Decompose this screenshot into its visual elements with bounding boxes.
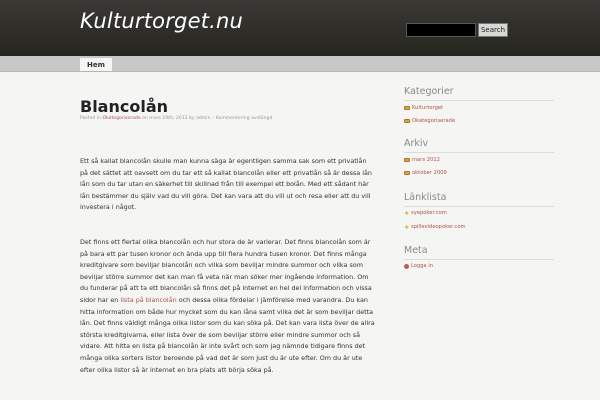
sidebar-item-mars-2012[interactable] — [404, 157, 440, 163]
widget-divider — [404, 100, 554, 101]
sidebar-item-label[interactable]: Logga in — [411, 263, 434, 269]
posted-in-text: Posted in — [80, 116, 102, 121]
comments-status: Kommentering avstängd — [215, 116, 273, 121]
link-prefix-text: sidor har en — [80, 295, 121, 304]
search-input[interactable] — [406, 23, 476, 37]
sidebar-item-spillevideopoker[interactable] — [404, 224, 466, 230]
paragraph-line: efter olika listor så är internet en bra plats att börja söka på. — [80, 365, 274, 374]
star-icon: ★ — [404, 223, 410, 231]
widget-title-kategorier: Kategorier — [404, 86, 454, 97]
post-paragraph-2 — [80, 237, 375, 376]
post-paragraph-1 — [80, 156, 370, 214]
paragraph-line: investera i något. — [80, 203, 137, 212]
paragraph-line: lån. Det finns väldigt många olika listor som du kan söka på. Det kan vara lista över de allra — [80, 319, 375, 328]
site-header — [0, 0, 600, 56]
paragraph-line: du funderar på att ta ett blancolån så finns det på internet en hel del information och vissa — [80, 284, 372, 293]
calendar-icon — [404, 158, 410, 162]
calendar-icon — [404, 171, 410, 175]
post-title[interactable]: Blancolån — [80, 97, 169, 116]
post-meta — [80, 116, 272, 121]
paragraph-line-with-link — [80, 295, 370, 307]
sidebar-item-kulturtorget[interactable] — [404, 105, 443, 111]
sidebar-item-label[interactable]: spillevideopoker.com — [411, 224, 466, 230]
paragraph-line: lån som du tar utan en säkerhet till skillnad från till exempel ett bolån. Med ett sådant här — [80, 180, 369, 189]
widget-divider — [404, 259, 554, 260]
folder-icon — [404, 106, 410, 110]
nav-item-home[interactable]: Hem — [80, 58, 112, 71]
widget-title-meta: Meta — [404, 245, 428, 256]
sidebar-item-oktober-2009[interactable] — [404, 170, 447, 176]
paragraph-line: Ett så kallat blancolån skulle man kunna säga är egentligen samma sak som ett privatlån — [80, 157, 367, 165]
sidebar-item-label[interactable]: Kulturtorget — [412, 105, 444, 111]
post-date-author: on mars 19th, 2012 by admin – — [142, 116, 215, 121]
paragraph-line: beviljar större summor det kan man få veta när man söker mer ingående information. Om — [80, 272, 369, 281]
paragraph-line: Det finns ett flertal olika blancolån och hur stora de är varierar. Det finns blancolån som är — [80, 238, 371, 246]
paragraph-line: lån bestämmer du själv vad du vill göra. Det kan vara att du vill ut och resa eller att du vill — [80, 191, 371, 200]
link-suffix-text: och dessa olika fördelar i jämförelse med varandra. Du kan — [176, 295, 368, 304]
widget-title-arkiv: Arkiv — [404, 138, 429, 149]
widget-divider — [404, 152, 554, 153]
main-nav — [0, 56, 600, 72]
sidebar-item-label[interactable]: Okategoriserade — [412, 118, 456, 124]
sidebar-item-label[interactable]: oktober 2009 — [412, 170, 447, 176]
folder-icon — [404, 119, 410, 123]
category-link[interactable]: Okategoriserade — [102, 116, 141, 121]
paragraph-line: på det sättet att oavsett om du tar ett så kallat blancolån eller ett privatlån så är dessa lån — [80, 168, 372, 177]
paragraph-line: vidare. Att hitta en lista på blancolån är inte svårt och som jag nämnde tidigare finns det — [80, 342, 366, 351]
paragraph-line: största kreditgivarna, eller lista över de som beviljar större eller mindre summor och så — [80, 330, 361, 339]
login-icon — [404, 264, 409, 269]
sidebar-item-syepoker[interactable] — [404, 210, 447, 216]
blancolan-list-link[interactable]: lista på blancolån — [120, 295, 177, 304]
paragraph-line: många olika sorters listor beroende på vad det är som just du är ute efter. Om du är ute — [80, 353, 363, 362]
sidebar-item-okategoriserade[interactable] — [404, 118, 455, 124]
sidebar-item-label[interactable]: syepoker.com — [411, 210, 447, 216]
search-button[interactable]: Search — [478, 23, 508, 37]
site-title[interactable]: Kulturtorget.nu — [80, 9, 244, 33]
sidebar-item-label[interactable]: mars 2012 — [412, 157, 440, 163]
sidebar-item-logga-in[interactable] — [404, 263, 433, 269]
paragraph-line: hitta information om både hur mycket som du kan låna samt vilka det är som beviljar detta — [80, 307, 374, 316]
widget-title-lanklista: Länklista — [404, 192, 447, 203]
widget-divider — [404, 206, 554, 207]
star-icon: ★ — [404, 209, 410, 217]
paragraph-line: på bara ett par tusen kronor och ända upp till flera hundra tusen kronor. Det finns många — [80, 249, 367, 258]
paragraph-line: kreditgivare som beviljar blancolån och vilka som beviljar mindre summor och vilka som — [80, 261, 363, 270]
